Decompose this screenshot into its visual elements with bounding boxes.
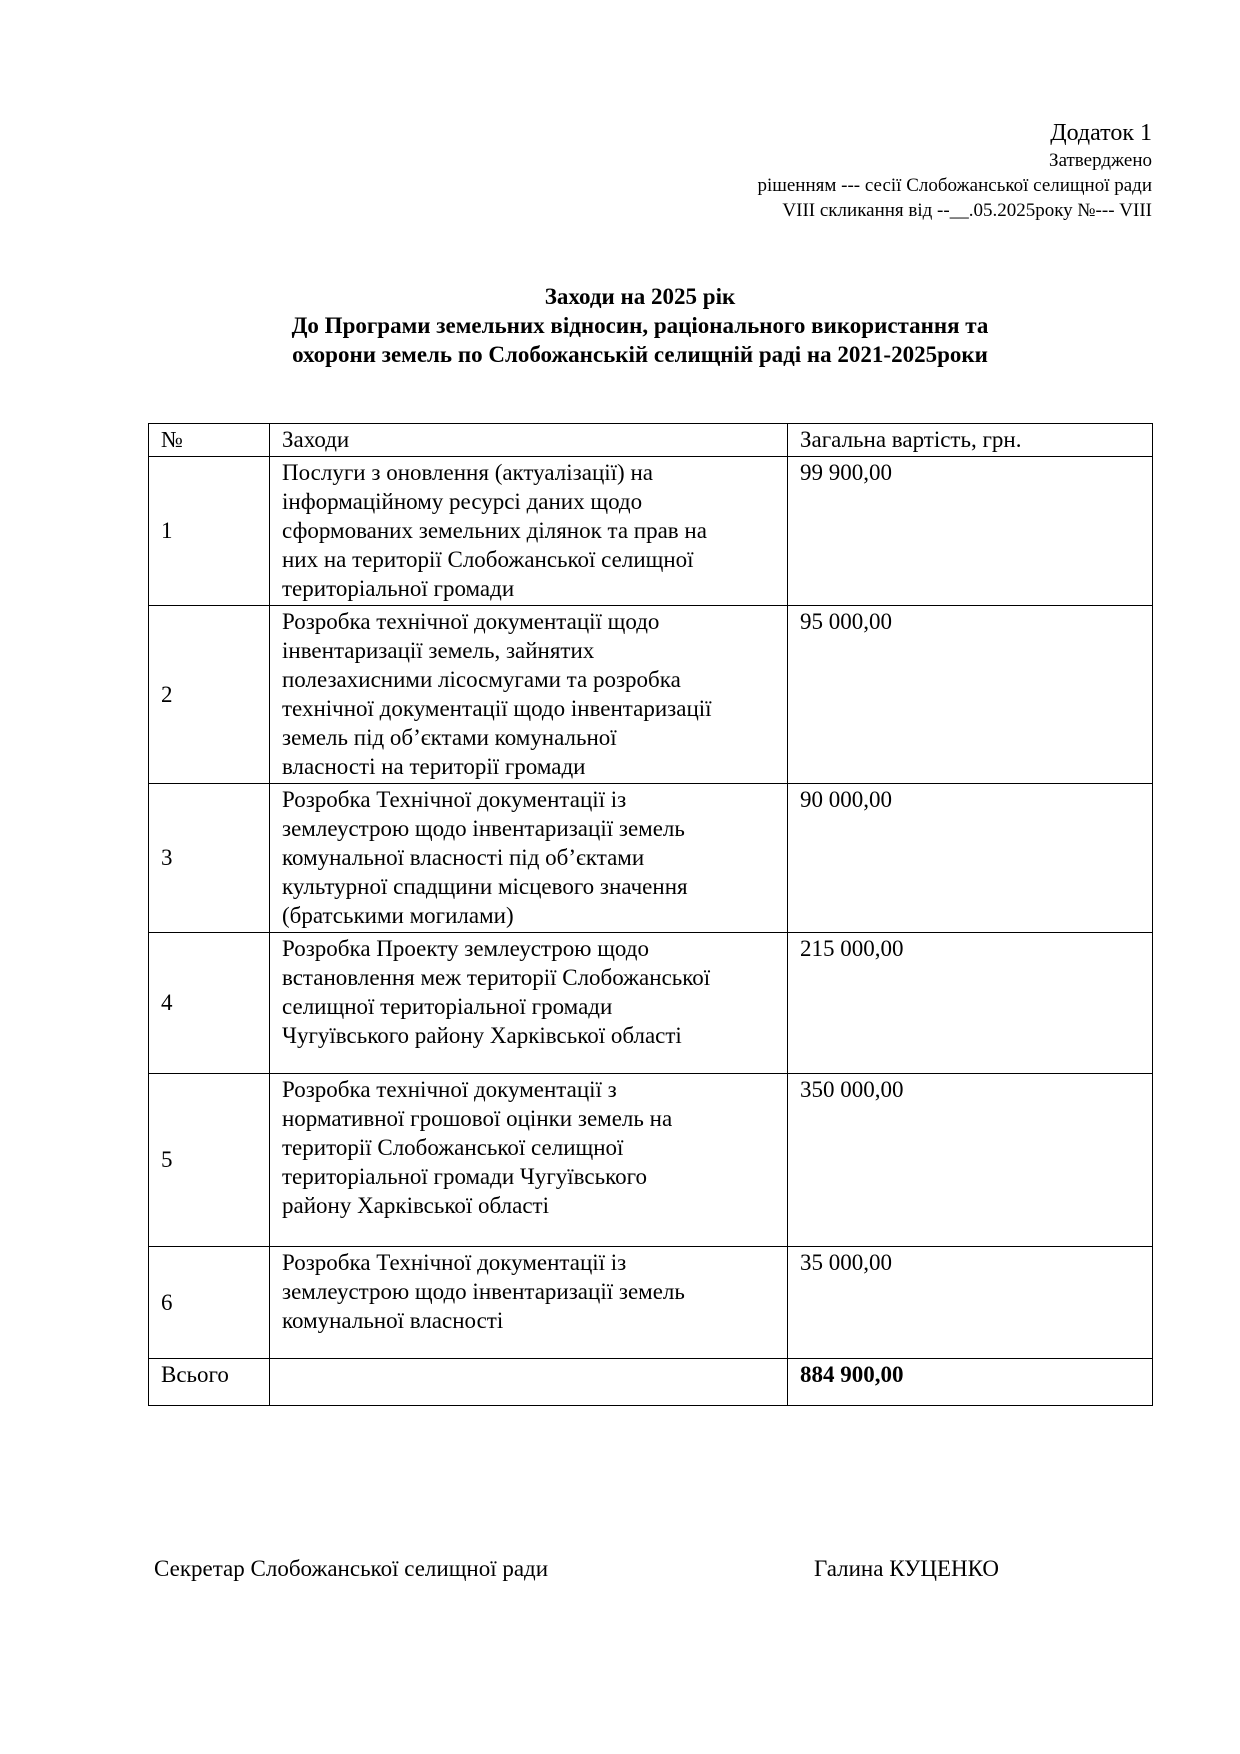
annex-decision: рішенням --- сесії Слобожанської селищної ради [757, 175, 1152, 196]
heading-line-1: Заходи на 2025 рік [544, 284, 736, 309]
measures-table [148, 423, 1153, 1406]
header-measures: Заходи [270, 424, 788, 457]
description-line: Розробка технічної документації щодо [282, 609, 660, 634]
signature-position: Секретар Слобожанської селищної ради [154, 1556, 549, 1581]
row-description [270, 606, 788, 784]
total-label: Всього [149, 1359, 270, 1406]
description-line: інформаційному ресурсі даних щодо [282, 489, 643, 514]
table-row [149, 933, 1153, 1074]
description-line: комунальної власності [282, 1308, 504, 1333]
table-row [149, 457, 1153, 606]
table-total-row [149, 1359, 1153, 1406]
row-description [270, 1074, 788, 1247]
row-cost: 350 000,00 [788, 1074, 1153, 1247]
description-line: комунальної власності під об’єктами [282, 845, 645, 870]
description-line: Розробка технічної документації з [282, 1077, 617, 1102]
table-header-row [149, 424, 1153, 457]
row-number: 3 [149, 784, 270, 933]
row-number: 6 [149, 1247, 270, 1359]
description-line: власності на території громади [282, 754, 586, 779]
description-line: землеустрою щодо інвентаризації земель [282, 816, 685, 841]
description-line: землеустрою щодо інвентаризації земель [282, 1279, 685, 1304]
signature-name: Галина КУЦЕНКО [814, 1556, 999, 1581]
annex-approved: Затверджено [1049, 150, 1152, 171]
description-line: територіальної громади Чугуївського [282, 1164, 647, 1189]
row-description [270, 1247, 788, 1359]
description-line: Розробка Проекту землеустрою щодо [282, 936, 649, 961]
row-number: 4 [149, 933, 270, 1074]
description-line: Послуги з оновлення (актуалізації) на [282, 460, 653, 485]
description-line: культурної спадщини місцевого значення [282, 874, 688, 899]
description-line: полезахисними лісосмугами та розробка [282, 667, 681, 692]
description-line: встановлення меж території Слобожанської [282, 965, 711, 990]
document-heading [120, 282, 1160, 369]
row-cost: 99 900,00 [788, 457, 1153, 606]
description-line: Розробка Технічної документації із [282, 1250, 627, 1275]
description-line: селищної територіальної громади [282, 994, 613, 1019]
row-cost: 95 000,00 [788, 606, 1153, 784]
description-line: Розробка Технічної документації із [282, 787, 627, 812]
description-line: земель під об’єктами комунальної [282, 725, 617, 750]
heading-line-2: До Програми земельних відносин, раціонального використання та [291, 313, 989, 338]
description-line: сформованих земельних ділянок та прав на [282, 518, 707, 543]
table-row [149, 606, 1153, 784]
annex-convocation: VIII скликання від --__.05.2025року №--- VIII [782, 200, 1152, 221]
row-cost: 215 000,00 [788, 933, 1153, 1074]
description-line: інвентаризації земель, зайнятих [282, 638, 595, 663]
description-line: території Слобожанської селищної [282, 1135, 624, 1160]
header-number: № [149, 424, 270, 457]
header-cost: Загальна вартість, грн. [788, 424, 1153, 457]
row-description [270, 784, 788, 933]
row-cost: 90 000,00 [788, 784, 1153, 933]
row-number: 2 [149, 606, 270, 784]
description-line: територіальної громади [282, 576, 515, 601]
description-line: (братськими могилами) [282, 903, 514, 928]
row-cost: 35 000,00 [788, 1247, 1153, 1359]
table-row [149, 784, 1153, 933]
table-row [149, 1074, 1153, 1247]
row-description [270, 457, 788, 606]
annex-block [757, 118, 1152, 223]
total-description-empty [270, 1359, 788, 1406]
row-number: 1 [149, 457, 270, 606]
row-number: 5 [149, 1074, 270, 1247]
row-description [270, 933, 788, 1074]
annex-title: Додаток 1 [1050, 120, 1152, 146]
table-row [149, 1247, 1153, 1359]
description-line: них на території Слобожанської селищної [282, 547, 694, 572]
description-line: нормативної грошової оцінки земель на [282, 1106, 673, 1131]
total-cost: 884 900,00 [788, 1359, 1153, 1406]
description-line: Чугуївського району Харківської області [282, 1023, 682, 1048]
heading-line-3: охорони земель по Слобожанській селищній раді на 2021-2025роки [292, 342, 988, 367]
description-line: району Харківської області [282, 1193, 549, 1218]
description-line: технічної документації щодо інвентаризації [282, 696, 712, 721]
